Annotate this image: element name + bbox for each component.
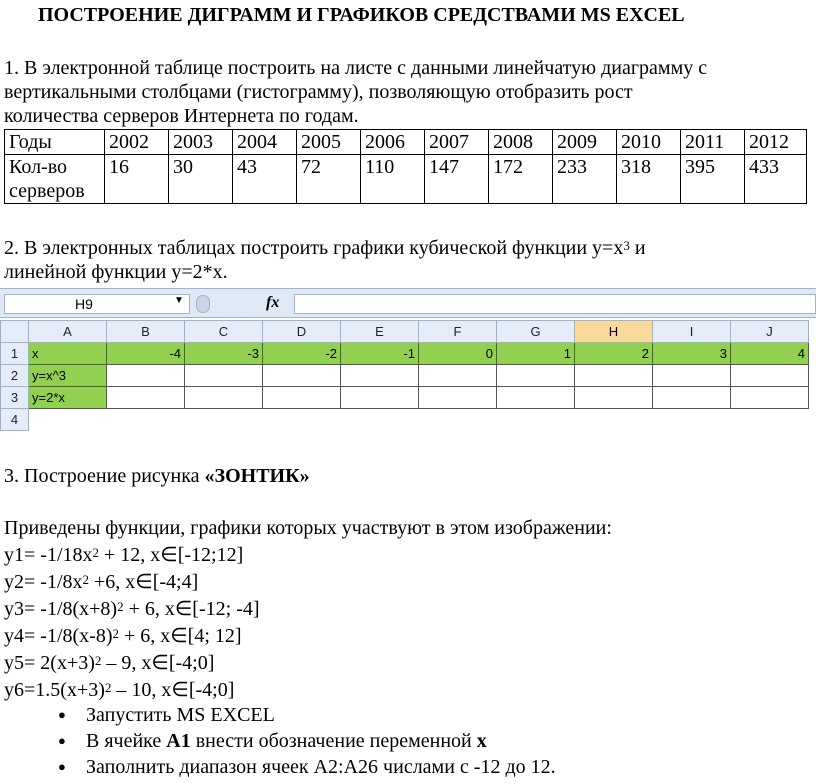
column-header[interactable]: I bbox=[653, 321, 731, 343]
circle-icon bbox=[196, 295, 210, 313]
fn-text: – 9, x∈[-4;0] bbox=[101, 652, 215, 674]
cell[interactable] bbox=[185, 365, 263, 387]
table-cell: 2003 bbox=[169, 130, 233, 155]
name-box[interactable]: H9 bbox=[4, 294, 190, 314]
table-cell: 110 bbox=[361, 155, 425, 204]
cell[interactable] bbox=[341, 365, 419, 387]
row-label-a: Кол-во bbox=[9, 156, 68, 178]
fn-text: y4= -1/8(x-8) bbox=[4, 625, 113, 647]
fn-text: y6=1.5(x+3) bbox=[4, 679, 105, 701]
cell[interactable] bbox=[185, 387, 263, 409]
row-header[interactable]: 3 bbox=[1, 387, 29, 409]
list-item: ● Заполнить диапазон ячеек A2:A26 числами с -12 до 12. bbox=[86, 754, 556, 780]
column-header-row bbox=[1, 321, 809, 343]
cell[interactable]: -3 bbox=[185, 343, 263, 365]
table-row bbox=[5, 155, 807, 204]
table-cell: 2011 bbox=[681, 130, 745, 155]
cell[interactable] bbox=[497, 387, 575, 409]
item-bold: A1 bbox=[166, 730, 191, 752]
cell[interactable] bbox=[653, 365, 731, 387]
cell[interactable] bbox=[107, 387, 185, 409]
row-header[interactable]: 4 bbox=[1, 409, 29, 431]
cell[interactable] bbox=[497, 409, 575, 431]
cell[interactable]: -1 bbox=[341, 343, 419, 365]
cell[interactable] bbox=[419, 365, 497, 387]
cell[interactable] bbox=[419, 387, 497, 409]
table-cell: Годы bbox=[5, 130, 105, 155]
column-header[interactable]: F bbox=[419, 321, 497, 343]
table-cell: 147 bbox=[425, 155, 489, 204]
cell[interactable]: x bbox=[29, 343, 107, 365]
function-y2 bbox=[4, 570, 198, 594]
item-bold: x bbox=[476, 730, 487, 752]
cell[interactable] bbox=[731, 365, 809, 387]
cell[interactable]: y=x^3 bbox=[29, 365, 107, 387]
fn-text: +6, x∈[-4;4] bbox=[89, 571, 199, 593]
task2-sup: 3 bbox=[623, 238, 630, 253]
fn-sup: 2 bbox=[92, 545, 99, 560]
function-y3 bbox=[4, 597, 260, 621]
cell[interactable] bbox=[653, 387, 731, 409]
function-y6 bbox=[4, 678, 234, 702]
cell[interactable] bbox=[653, 409, 731, 431]
cell[interactable]: -2 bbox=[263, 343, 341, 365]
function-y5 bbox=[4, 651, 214, 675]
task1-line2: вертикальными столбцами (гистограмму), позволяющую отобразить рост bbox=[4, 81, 633, 103]
table-cell: 2008 bbox=[489, 130, 553, 155]
fn-sup: 2 bbox=[112, 626, 119, 641]
list-item bbox=[86, 728, 556, 754]
column-header[interactable]: E bbox=[341, 321, 419, 343]
fn-text: y1= -1/18x bbox=[4, 544, 93, 566]
fn-text: + 12, x∈[-12;12] bbox=[99, 544, 244, 566]
servers-table bbox=[4, 129, 807, 204]
table-cell: 2010 bbox=[617, 130, 681, 155]
cell[interactable]: y=2*x bbox=[29, 387, 107, 409]
cell[interactable] bbox=[185, 409, 263, 431]
table-cell: 233 bbox=[553, 155, 617, 204]
table-cell: 2004 bbox=[233, 130, 297, 155]
fn-sup: 2 bbox=[117, 599, 124, 614]
formula-input[interactable] bbox=[294, 294, 816, 314]
cell[interactable] bbox=[575, 365, 653, 387]
instructions-list bbox=[86, 702, 556, 780]
row-header[interactable]: 2 bbox=[1, 365, 29, 387]
cell[interactable] bbox=[263, 365, 341, 387]
table-cell: 30 bbox=[169, 155, 233, 204]
cell[interactable] bbox=[341, 409, 419, 431]
table-row bbox=[5, 130, 807, 155]
cell[interactable] bbox=[731, 387, 809, 409]
fn-text: y2= -1/8x bbox=[4, 571, 83, 593]
table-cell: 43 bbox=[233, 155, 297, 204]
task3-text-b: «ЗОНТИК» bbox=[204, 465, 310, 487]
functions-intro: Приведены функции, графики которых участвуют в этом изображении: bbox=[4, 517, 612, 539]
cell[interactable] bbox=[575, 387, 653, 409]
column-header[interactable]: C bbox=[185, 321, 263, 343]
cell[interactable] bbox=[107, 409, 185, 431]
excel-screenshot bbox=[0, 288, 816, 438]
table-cell: 395 bbox=[681, 155, 745, 204]
cell[interactable] bbox=[341, 387, 419, 409]
select-all-corner[interactable] bbox=[1, 321, 29, 343]
cell[interactable] bbox=[731, 409, 809, 431]
task3-text-a: 3. Построение рисунка bbox=[4, 465, 205, 487]
item-text: В ячейке bbox=[86, 730, 167, 752]
fn-text: – 10, x∈[-4;0] bbox=[111, 679, 235, 701]
fn-sup: 2 bbox=[82, 572, 89, 587]
column-header[interactable]: B bbox=[107, 321, 185, 343]
fn-text: y3= -1/8(x+8) bbox=[4, 598, 118, 620]
cell[interactable] bbox=[29, 409, 107, 431]
fn-text: + 6, x∈[-12; -4] bbox=[123, 598, 260, 620]
task3-heading bbox=[4, 464, 310, 488]
table-row bbox=[1, 387, 809, 409]
page-title: ПОСТРОЕНИЕ ДИГРАММ И ГРАФИКОВ СРЕДСТВАМИ MS EXCEL bbox=[38, 4, 685, 26]
task2-text-b: и bbox=[629, 237, 646, 259]
table-row bbox=[1, 343, 809, 365]
column-header[interactable]: G bbox=[497, 321, 575, 343]
column-header[interactable]: A bbox=[29, 321, 107, 343]
table-cell: 72 bbox=[297, 155, 361, 204]
row-label-b: серверов bbox=[9, 180, 85, 202]
fn-text: + 6, x∈[4; 12] bbox=[118, 625, 242, 647]
table-cell bbox=[5, 155, 105, 204]
row-header[interactable]: 1 bbox=[1, 343, 29, 365]
formula-bar bbox=[0, 288, 816, 318]
cell[interactable] bbox=[419, 409, 497, 431]
column-header-selected[interactable]: H bbox=[575, 321, 653, 343]
column-header[interactable]: D bbox=[263, 321, 341, 343]
fx-icon[interactable]: fx bbox=[266, 294, 280, 311]
function-y4 bbox=[4, 624, 242, 648]
task2-line2: линейной функции y=2*x. bbox=[4, 261, 228, 283]
item-text: внести обозначение переменной bbox=[190, 730, 477, 752]
table-row bbox=[1, 409, 809, 431]
spreadsheet-grid bbox=[0, 320, 809, 431]
cell[interactable]: 3 bbox=[653, 343, 731, 365]
cell[interactable]: 0 bbox=[419, 343, 497, 365]
function-y1 bbox=[4, 543, 243, 567]
fn-text: y5= 2(x+3) bbox=[4, 652, 95, 674]
table-cell: 16 bbox=[105, 155, 169, 204]
table-cell: 2005 bbox=[297, 130, 361, 155]
table-cell: 2009 bbox=[553, 130, 617, 155]
table-cell: 318 bbox=[617, 155, 681, 204]
table-cell: 2007 bbox=[425, 130, 489, 155]
cell[interactable] bbox=[497, 365, 575, 387]
cell[interactable] bbox=[263, 409, 341, 431]
cell[interactable]: 1 bbox=[497, 343, 575, 365]
table-cell: 433 bbox=[745, 155, 807, 204]
task2-text-a: 2. В электронных таблицах построить графики кубической функции y=x bbox=[4, 237, 624, 259]
table-cell: 2002 bbox=[105, 130, 169, 155]
table-cell: 172 bbox=[489, 155, 553, 204]
cell[interactable] bbox=[107, 365, 185, 387]
chevron-down-icon[interactable]: ▼ bbox=[174, 295, 184, 306]
column-header[interactable]: J bbox=[731, 321, 809, 343]
cell[interactable]: 2 bbox=[575, 343, 653, 365]
cell[interactable]: -4 bbox=[107, 343, 185, 365]
task2-line1 bbox=[4, 236, 646, 260]
table-cell: 2012 bbox=[745, 130, 807, 155]
task1-line1: 1. В электронной таблице построить на листе с данными линейчатую диаграмму с bbox=[4, 57, 708, 79]
table-row bbox=[1, 365, 809, 387]
fn-sup: 2 bbox=[94, 653, 102, 668]
table-cell: 2006 bbox=[361, 130, 425, 155]
cell[interactable] bbox=[575, 409, 653, 431]
list-item: ● Запустить MS EXCEL bbox=[86, 702, 556, 728]
fn-sup: 2 bbox=[104, 680, 112, 695]
cell[interactable]: 4 bbox=[731, 343, 809, 365]
task1-line3: количества серверов Интернета по годам. bbox=[4, 105, 359, 127]
cell[interactable] bbox=[263, 387, 341, 409]
